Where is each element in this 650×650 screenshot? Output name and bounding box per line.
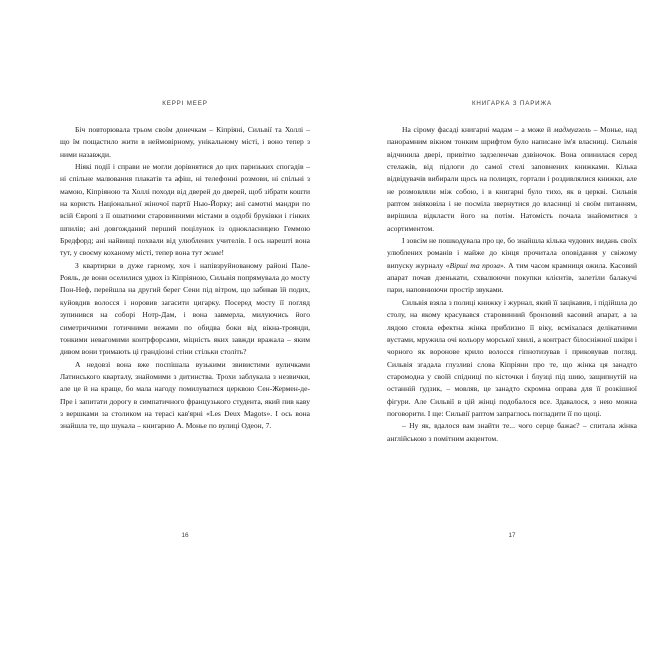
right-page-number: 17	[508, 532, 516, 539]
right-page	[325, 0, 650, 650]
right-running-head: КНИГАРКА З ПАРИЖА	[471, 100, 553, 107]
right-body-text	[387, 124, 637, 445]
left-running-head: КЕРРІ МЕЕР	[162, 100, 208, 107]
paragraph: – Ну як, вдалося вам знайти те... чого серце бажає? – спитала жінка англійською з помітним акцентом.	[387, 421, 637, 443]
left-body-text	[60, 124, 310, 433]
paragraph: Ніякі події і справи не могли дорівнятися до цих паризьких спогадів – ні спільне малювання плакатів та афіш, ні телефонні розмови, ні спільні з мамою, Кіпріяною та Холлі походи від дверей до дверей, щоб зібрати кошти на користь Національної жіночої партії Нью-Йорку; ані самотні мандри по всій Європі з її ошатними старовинними містами в оздобі бруківки і гінких шпилів; ані довгожданий перший поцілунок із однокласницею Геммою Бредфорд; ані найвищі похвали від улюблених учителів. І ось нарешті вона тут, у своєму коханому місті, тепер вона тут живе!	[60, 162, 310, 258]
paragraph: На сірому фасаді книгарні мадам – а може й мадмуазель – Монье, над панорамним вікном тонким шрифтом було написане ім'я власниці. Сильвія відчинила двері, привітно задзеленчав дзвіночок. Вона опинилася серед стелажів, від підлоги до самої стелі заповнених книжками. Кілька відвідувачів вибирали щось на полицях, гортали і роздивлялися книжки, але не розмовляли між собою, і в книгарні було тихо, як в церкві. Сильвія раптом зніяковіла і не посміла звернутися до власниці зі своїм питанням, вирішила відкласти його на потім. Натомість почала знайомитися з асортиментом.	[387, 125, 637, 233]
paragraph: З квартирки в дуже гарному, хоч і напівзруйнованому районі Пале-Рояль, де вони оселилися удвох із Кіпріяною, Сильвія попрямувала до мосту Пон-Неф, перейшла на другий берег Сени під вітром, що забивав їй подих, куйовдив волосся і норовив загасити цигарку. Посеред мосту її погляд зупинився на соборі Нотр-Дам, і вона завмерла, милуючись його симетричними готичними вежами по обидва боки від вікна-троянди, тонкими невагомими контрфорсами, міцність яких завжди вражала – яким дивом вони тримають ці грандіозні стіни стільки століть?	[60, 260, 310, 357]
paragraph: Біч повторювала трьом своїм донечкам – Кіпріяні, Сильвії та Холлі – що їм пощастило жити в неймовірному, унікальному місті, і воно тепер з ними назавжди.	[60, 125, 310, 159]
right-page-content	[387, 100, 637, 445]
paragraph: І зовсім не пошкодувала про це, бо знайшла кілька чудових видань своїх улюблених романів і майже до кінця прочитала оповідання у свіжому випуску журналу «Вірші та проза». А тим часом крамниця ожила. Касовий апарат почав дзенькати, схвалюючи покупки клієнтів, залетіли балакучі пари, наповнюючи простір звуками.	[387, 236, 637, 295]
paragraph: Сильвія взяла з полиці книжку і журнал, який її зацікавив, і підійшла до столу, на якому красувався старовинний бронзовий касовий апарат, а за лядою стояла ефектна жінка приблизно її віку, всміхалася делікатними вустами, мружила очі кольору морської хвилі, а контраст білосніжної шкіри і чорного як воронове крило волосся гіпнотизував і приковував погляд. Сильвія згадала глузливі слова Кіпріяни про те, що жінка ця занадто старомодна у своїй спідниці по кісточки і блузці під шию, защипнутій на останній ґудзик, – мовляв, це занадто скромна оправа для її розкішної фігури. Але Сильвії в цій жінці подобалося все. Здавалося, з нею можна поговорити. І ще: Сильвії раптом запраглось погладити її по щоці.	[387, 297, 637, 418]
left-page-number: 16	[181, 532, 189, 539]
paragraph: А недовзі вона вже поспішала вузькими звивистими вуличками Латинського кварталу, знайомими з дитинства. Трохи заблукала з незвички, але це й на краще, бо мала нагоду помилуватися церквою Сен-Жермен-де-Пре і запитати дорогу в симпатичного французького студента, який пив каву з вершками за столиком на терасі кав'ярні «Les Deux Magots». І ось вона знайшла те, що шукала – книгарню А. Монье по вулиці Одеон, 7.	[60, 359, 310, 431]
left-page-content	[60, 100, 310, 433]
